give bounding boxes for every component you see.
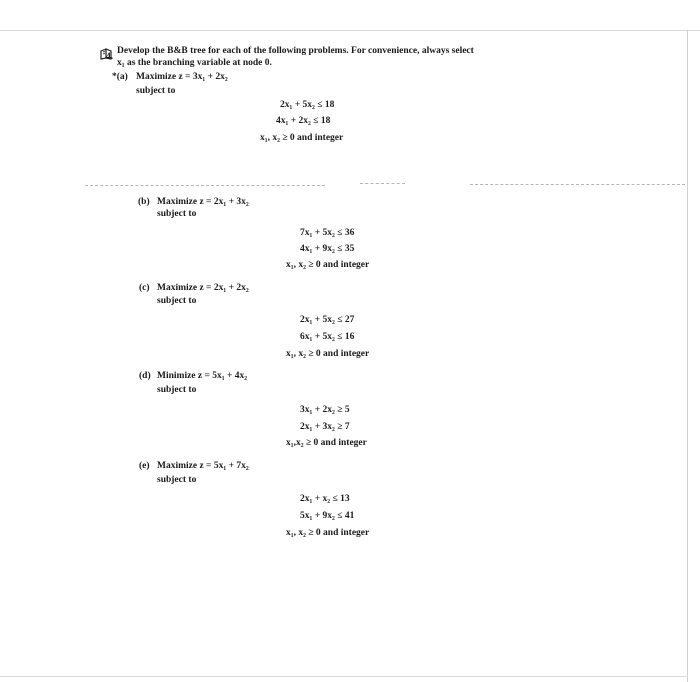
- part-e-constraint-3: x₁, x₂ ≥ 0 and integer: [286, 528, 370, 538]
- problem-number: 4.: [106, 52, 114, 62]
- part-d-constraint-2: 2x₁ + 3x₂ ≥ 7: [300, 422, 350, 432]
- part-b-constraint-3: x₁, x₂ ≥ 0 and integer: [286, 260, 370, 270]
- part-a-label: *(a): [112, 72, 128, 82]
- page-right-border: [687, 30, 688, 682]
- part-d-constraint-3: x₁,x₂ ≥ 0 and integer: [286, 438, 367, 448]
- part-c-objective: Maximize z = 2x₁ + 2x₂: [157, 283, 249, 293]
- part-e-constraint-1: 2x₁ + x₂ ≤ 13: [300, 494, 350, 504]
- part-e-subject: subject to: [157, 475, 197, 485]
- part-b-subject: subject to: [157, 209, 197, 219]
- part-c-constraint-3: x₁, x₂ ≥ 0 and integer: [286, 349, 370, 359]
- part-e-label: (e): [139, 461, 150, 471]
- part-d-objective: Minimize z = 5x₁ + 4x₂: [157, 371, 248, 381]
- separator-right: [470, 184, 685, 185]
- problem-intro-line1: Develop the B&B tree for each of the following problems. For convenience, always select: [117, 46, 474, 56]
- part-b-label: (b): [138, 197, 150, 207]
- part-c-constraint-1: 2x₁ + 5x₂ ≤ 27: [300, 315, 355, 325]
- part-a-subject: subject to: [136, 86, 176, 96]
- part-a-constraint-2: 4x₁ + 2x₂ ≤ 18: [276, 116, 331, 126]
- problem-intro-line2: x₁ as the branching variable at node 0.: [117, 58, 272, 68]
- part-b-constraint-2: 4x₁ + 9x₂ ≤ 35: [300, 244, 355, 254]
- part-d-constraint-1: 3x₁ + 2x₂ ≥ 5: [300, 405, 350, 415]
- part-d-subject: subject to: [157, 385, 197, 395]
- part-b-objective: Maximize z = 2x₁ + 3x₂: [157, 197, 249, 207]
- part-a-objective: Maximize z = 3x₁ + 2x₂: [136, 72, 228, 82]
- page-bottom-border: [0, 676, 688, 677]
- part-c-subject: subject to: [157, 296, 197, 306]
- page-top-border: [0, 30, 700, 31]
- part-b-constraint-1: 7x₁ + 5x₂ ≤ 36: [300, 228, 355, 238]
- part-e-constraint-2: 5x₁ + 9x₂ ≤ 41: [300, 511, 355, 521]
- separator-middle: [360, 183, 405, 184]
- part-c-constraint-2: 6x₁ + 5x₂ ≤ 16: [300, 332, 355, 342]
- part-a-constraint-1: 2x₁ + 5x₂ ≤ 18: [280, 100, 335, 110]
- part-e-objective: Maximize z = 5x₁ + 7x₂: [157, 461, 249, 471]
- separator-left: [85, 185, 325, 186]
- part-d-label: (d): [139, 371, 151, 381]
- part-a-constraint-3: x₁, x₂ ≥ 0 and integer: [260, 133, 344, 143]
- part-c-label: (c): [139, 283, 150, 293]
